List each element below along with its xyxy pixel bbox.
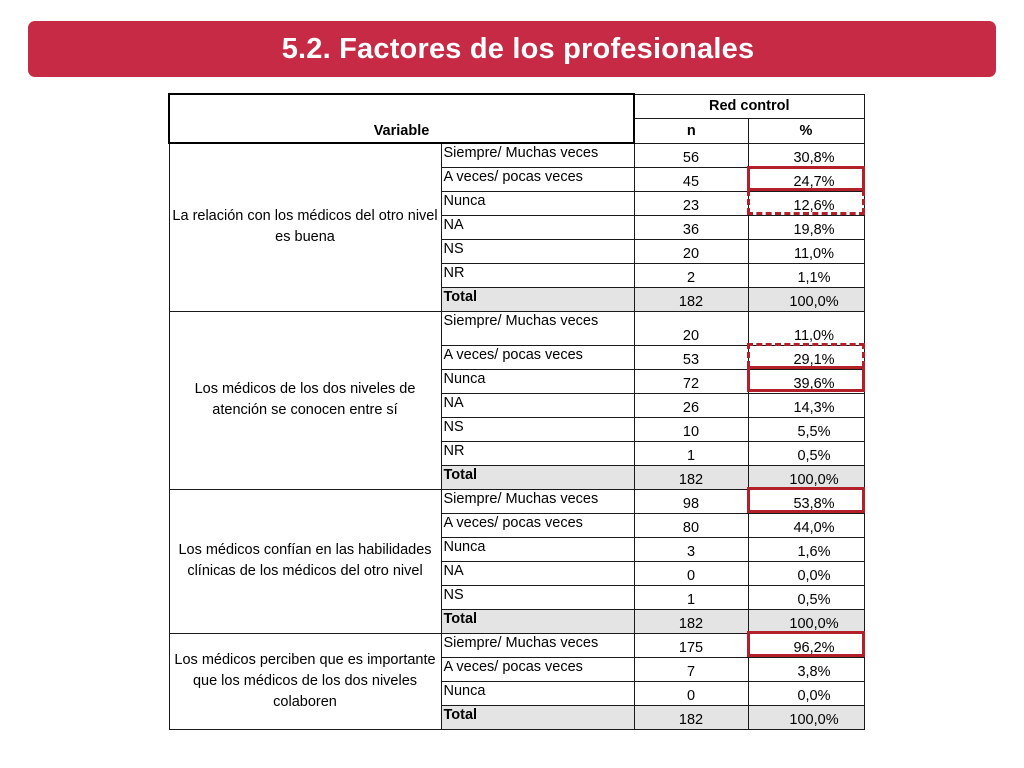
category-cell: Nunca <box>441 191 634 215</box>
category-cell: Nunca <box>441 681 634 705</box>
n-cell: 45 <box>634 167 748 191</box>
pct-cell: 44,0% <box>748 513 864 537</box>
n-cell: 175 <box>634 633 748 657</box>
pct-cell: 14,3% <box>748 393 864 417</box>
table-row <box>169 489 864 513</box>
category-cell: A veces/ pocas veces <box>441 657 634 681</box>
n-cell: 0 <box>634 681 748 705</box>
category-cell: Nunca <box>441 369 634 393</box>
header-row <box>169 94 864 118</box>
n-cell: 36 <box>634 215 748 239</box>
pct-cell: 0,5% <box>748 441 864 465</box>
n-cell: 7 <box>634 657 748 681</box>
category-cell: Siempre/ Muchas veces <box>441 311 634 345</box>
pct-cell: 19,8% <box>748 215 864 239</box>
table-row <box>169 143 864 167</box>
n-cell: 1 <box>634 585 748 609</box>
category-cell: NS <box>441 417 634 441</box>
n-cell: 182 <box>634 287 748 311</box>
n-cell: 182 <box>634 609 748 633</box>
pct-cell: 53,8% <box>748 489 864 513</box>
n-cell: 26 <box>634 393 748 417</box>
variable-label: Los médicos confían en las habilidades clínicas de los médicos del otro nivel <box>169 489 441 633</box>
n-cell: 10 <box>634 417 748 441</box>
category-cell: Nunca <box>441 537 634 561</box>
category-cell: Total <box>441 609 634 633</box>
n-cell: 56 <box>634 143 748 167</box>
pct-cell: 100,0% <box>748 465 864 489</box>
title-banner <box>28 21 996 77</box>
category-cell: Total <box>441 287 634 311</box>
n-cell: 72 <box>634 369 748 393</box>
n-cell: 182 <box>634 705 748 729</box>
variable-label: Los médicos de los dos niveles de atención se conocen entre sí <box>169 311 441 489</box>
category-cell: NA <box>441 561 634 585</box>
pct-cell: 1,1% <box>748 263 864 287</box>
category-cell: Siempre/ Muchas veces <box>441 633 634 657</box>
table-row <box>169 311 864 345</box>
category-cell: Total <box>441 465 634 489</box>
pct-cell: 100,0% <box>748 609 864 633</box>
category-cell: Siempre/ Muchas veces <box>441 143 634 167</box>
n-cell: 3 <box>634 537 748 561</box>
n-cell: 20 <box>634 311 748 345</box>
pct-cell: 1,6% <box>748 537 864 561</box>
pct-cell: 100,0% <box>748 287 864 311</box>
pct-cell: 0,0% <box>748 681 864 705</box>
n-cell: 0 <box>634 561 748 585</box>
pct-cell: 30,8% <box>748 143 864 167</box>
header-n: n <box>634 118 748 143</box>
table-row <box>169 633 864 657</box>
category-cell: NR <box>441 441 634 465</box>
category-cell: NR <box>441 263 634 287</box>
n-cell: 98 <box>634 489 748 513</box>
pct-cell: 100,0% <box>748 705 864 729</box>
pct-cell: 5,5% <box>748 417 864 441</box>
category-cell: Siempre/ Muchas veces <box>441 489 634 513</box>
category-cell: Total <box>441 705 634 729</box>
pct-cell: 11,0% <box>748 311 864 345</box>
header-variable: Variable <box>169 94 634 143</box>
category-cell: A veces/ pocas veces <box>441 513 634 537</box>
n-cell: 80 <box>634 513 748 537</box>
category-cell: NS <box>441 585 634 609</box>
pct-cell: 3,8% <box>748 657 864 681</box>
pct-cell: 96,2% <box>748 633 864 657</box>
pct-cell: 11,0% <box>748 239 864 263</box>
pct-cell: 29,1% <box>748 345 864 369</box>
pct-cell: 0,5% <box>748 585 864 609</box>
page-title: 5.2. Factores de los profesionales <box>281 32 755 65</box>
variable-label: La relación con los médicos del otro nivel es buena <box>169 143 441 311</box>
pct-cell: 0,0% <box>748 561 864 585</box>
n-cell: 1 <box>634 441 748 465</box>
n-cell: 182 <box>634 465 748 489</box>
pct-cell: 39,6% <box>748 369 864 393</box>
category-cell: NA <box>441 393 634 417</box>
category-cell: NS <box>441 239 634 263</box>
data-table <box>168 93 865 730</box>
n-cell: 53 <box>634 345 748 369</box>
n-cell: 2 <box>634 263 748 287</box>
variable-label: Los médicos perciben que es importante que los médicos de los dos niveles colaboren <box>169 633 441 729</box>
pct-cell: 12,6% <box>748 191 864 215</box>
pct-cell: 24,7% <box>748 167 864 191</box>
header-red-control: Red control <box>634 94 864 118</box>
n-cell: 23 <box>634 191 748 215</box>
category-cell: A veces/ pocas veces <box>441 345 634 369</box>
n-cell: 20 <box>634 239 748 263</box>
category-cell: NA <box>441 215 634 239</box>
category-cell: A veces/ pocas veces <box>441 167 634 191</box>
header-pct: % <box>748 118 864 143</box>
